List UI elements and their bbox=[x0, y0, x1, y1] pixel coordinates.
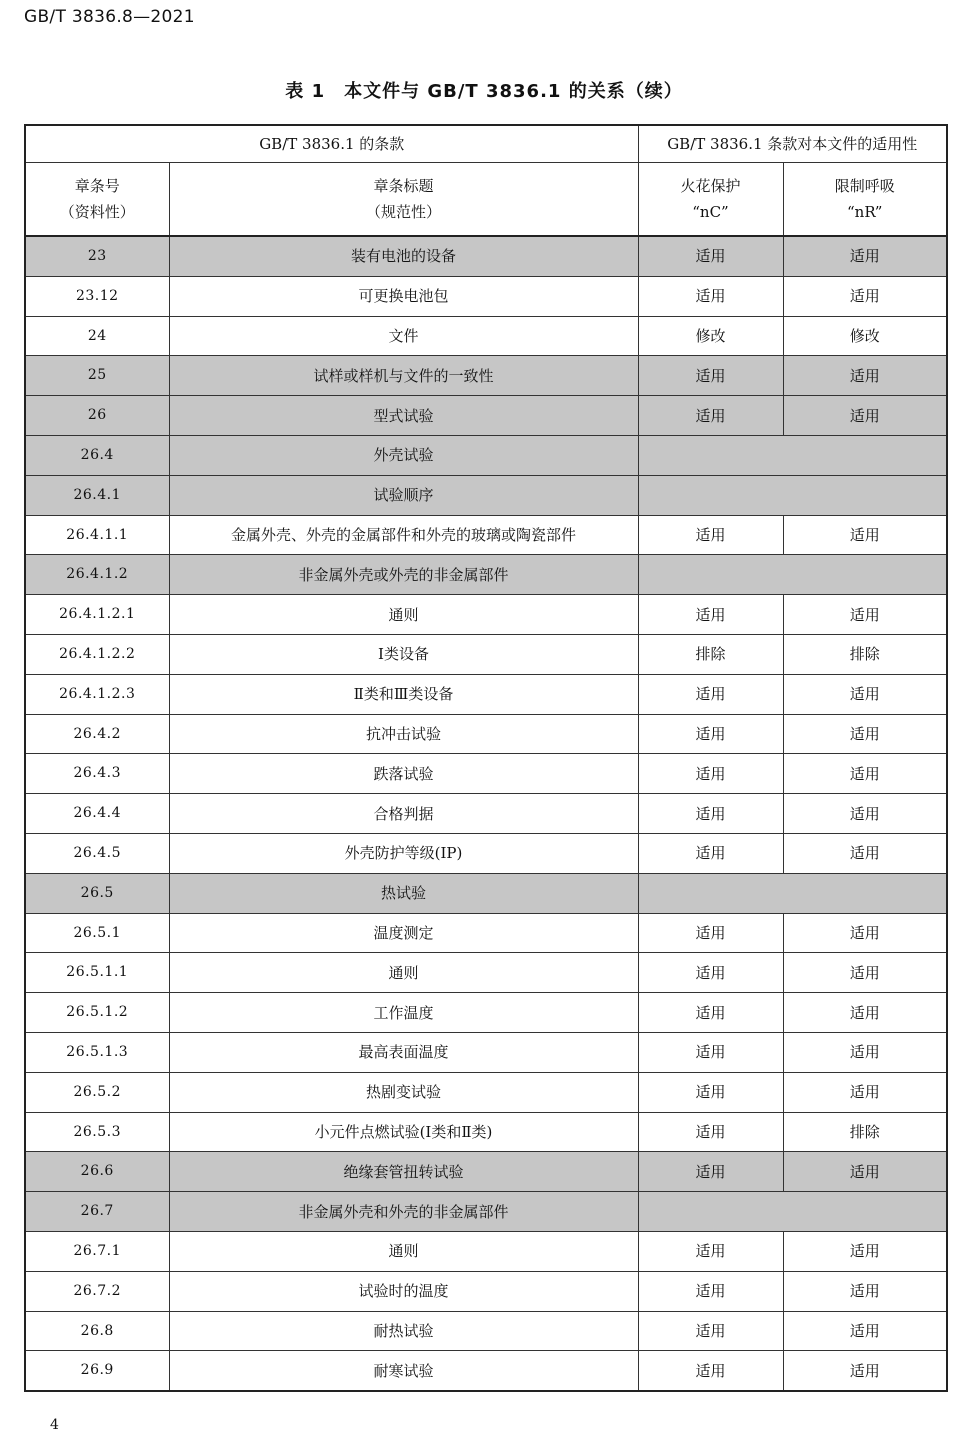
clause-number-cell: 26.4.4 bbox=[25, 794, 169, 834]
clause-number-cell: 26.4.1.2.1 bbox=[25, 595, 169, 635]
clause-title-cell: 型式试验 bbox=[169, 396, 638, 436]
restricted-breathing-cell: 适用 bbox=[783, 1231, 947, 1271]
spark-protection-cell: 适用 bbox=[638, 515, 783, 555]
table-row bbox=[25, 634, 947, 674]
table-row bbox=[25, 1032, 947, 1072]
clause-number-cell: 23 bbox=[25, 236, 169, 276]
table-row bbox=[25, 953, 947, 993]
clause-title-cell: 温度测定 bbox=[169, 913, 638, 953]
spark-protection-cell: 适用 bbox=[638, 1072, 783, 1112]
table-row bbox=[25, 1311, 947, 1351]
spark-protection-cell: 适用 bbox=[638, 833, 783, 873]
clause-title-cell: 跌落试验 bbox=[169, 754, 638, 794]
header-clause-title-label: 章条标题 bbox=[373, 176, 434, 195]
header-spark-protection bbox=[638, 163, 783, 237]
clause-title-cell: 通则 bbox=[169, 953, 638, 993]
clause-title-cell: 文件 bbox=[169, 316, 638, 356]
table-row bbox=[25, 754, 947, 794]
table-row bbox=[25, 276, 947, 316]
spark-protection-cell: 适用 bbox=[638, 1032, 783, 1072]
table-row bbox=[25, 236, 947, 276]
spark-protection-cell: 排除 bbox=[638, 634, 783, 674]
restricted-breathing-cell: 适用 bbox=[783, 356, 947, 396]
clause-title-cell: 绝缘套管扭转试验 bbox=[169, 1152, 638, 1192]
clause-number-cell: 26.4.2 bbox=[25, 714, 169, 754]
clause-number-cell: 26.7.2 bbox=[25, 1271, 169, 1311]
table-row bbox=[25, 435, 947, 475]
spark-protection-cell: 适用 bbox=[638, 595, 783, 635]
clause-number-cell: 26.8 bbox=[25, 1311, 169, 1351]
applicability-empty-cell bbox=[638, 873, 947, 913]
clause-number-cell: 26.5.1 bbox=[25, 913, 169, 953]
restricted-breathing-cell: 适用 bbox=[783, 276, 947, 316]
clause-number-cell: 26.6 bbox=[25, 1152, 169, 1192]
spark-protection-cell: 适用 bbox=[638, 754, 783, 794]
spark-protection-cell: 适用 bbox=[638, 356, 783, 396]
clause-title-cell: 通则 bbox=[169, 1231, 638, 1271]
clause-number-cell: 26.4 bbox=[25, 435, 169, 475]
spark-protection-cell: 适用 bbox=[638, 1351, 783, 1391]
spark-protection-cell: 适用 bbox=[638, 276, 783, 316]
header-spark-protection-code: “nC” bbox=[692, 203, 729, 221]
clause-title-cell: Ⅰ类设备 bbox=[169, 634, 638, 674]
table-row bbox=[25, 396, 947, 436]
clause-title-cell: Ⅱ类和Ⅲ类设备 bbox=[169, 674, 638, 714]
clause-title-cell: 试验顺序 bbox=[169, 475, 638, 515]
header-restricted-breathing bbox=[783, 163, 947, 237]
applicability-empty-cell bbox=[638, 1192, 947, 1232]
restricted-breathing-cell: 修改 bbox=[783, 316, 947, 356]
table-row bbox=[25, 555, 947, 595]
clause-number-cell: 26.5 bbox=[25, 873, 169, 913]
restricted-breathing-cell: 适用 bbox=[783, 1311, 947, 1351]
clause-number-cell: 26.5.2 bbox=[25, 1072, 169, 1112]
spark-protection-cell: 适用 bbox=[638, 674, 783, 714]
table-row bbox=[25, 674, 947, 714]
clause-title-cell: 试验时的温度 bbox=[169, 1271, 638, 1311]
clause-title-cell: 合格判据 bbox=[169, 794, 638, 834]
spark-protection-cell: 适用 bbox=[638, 794, 783, 834]
clause-title-cell: 热剧变试验 bbox=[169, 1072, 638, 1112]
clause-title-cell: 耐热试验 bbox=[169, 1311, 638, 1351]
clause-title-cell: 耐寒试验 bbox=[169, 1351, 638, 1391]
clause-title-cell: 金属外壳、外壳的金属部件和外壳的玻璃或陶瓷部件 bbox=[169, 515, 638, 555]
restricted-breathing-cell: 排除 bbox=[783, 1112, 947, 1152]
clause-number-cell: 26.5.3 bbox=[25, 1112, 169, 1152]
header-group-source-clauses: GB/T 3836.1 的条款 bbox=[25, 125, 638, 163]
clause-number-cell: 26.4.5 bbox=[25, 833, 169, 873]
clause-number-cell: 26.5.1.2 bbox=[25, 993, 169, 1033]
clause-number-cell: 26 bbox=[25, 396, 169, 436]
applicability-empty-cell bbox=[638, 475, 947, 515]
restricted-breathing-cell: 适用 bbox=[783, 1271, 947, 1311]
spark-protection-cell: 适用 bbox=[638, 236, 783, 276]
header-restricted-breathing-label: 限制呼吸 bbox=[834, 176, 895, 195]
clause-number-cell: 24 bbox=[25, 316, 169, 356]
clause-number-cell: 26.4.1.2.2 bbox=[25, 634, 169, 674]
clause-title-cell: 外壳防护等级(IP) bbox=[169, 833, 638, 873]
restricted-breathing-cell: 适用 bbox=[783, 1072, 947, 1112]
restricted-breathing-cell: 适用 bbox=[783, 595, 947, 635]
spark-protection-cell: 适用 bbox=[638, 1112, 783, 1152]
clause-number-cell: 26.4.1 bbox=[25, 475, 169, 515]
table-row bbox=[25, 714, 947, 754]
spark-protection-cell: 适用 bbox=[638, 1311, 783, 1351]
clause-title-cell: 最高表面温度 bbox=[169, 1032, 638, 1072]
table-row bbox=[25, 794, 947, 834]
table-row bbox=[25, 913, 947, 953]
table-row bbox=[25, 1152, 947, 1192]
header-restricted-breathing-code: “nR” bbox=[847, 203, 883, 221]
header-clause-number-label: 章条号 bbox=[74, 176, 120, 195]
clause-number-cell: 25 bbox=[25, 356, 169, 396]
table-row bbox=[25, 316, 947, 356]
clause-number-cell: 26.4.1.2 bbox=[25, 555, 169, 595]
clause-number-cell: 23.12 bbox=[25, 276, 169, 316]
restricted-breathing-cell: 适用 bbox=[783, 1152, 947, 1192]
page-number: 4 bbox=[50, 1417, 59, 1433]
restricted-breathing-cell: 适用 bbox=[783, 833, 947, 873]
table-row bbox=[25, 1192, 947, 1232]
spark-protection-cell: 适用 bbox=[638, 1152, 783, 1192]
table-row bbox=[25, 1271, 947, 1311]
restricted-breathing-cell: 适用 bbox=[783, 953, 947, 993]
restricted-breathing-cell: 适用 bbox=[783, 1032, 947, 1072]
clause-number-cell: 26.4.1.2.3 bbox=[25, 674, 169, 714]
table-row bbox=[25, 1351, 947, 1391]
clause-title-cell: 试样或样机与文件的一致性 bbox=[169, 356, 638, 396]
document-header: GB/T 3836.8—2021 bbox=[24, 7, 195, 27]
header-clause-title bbox=[169, 163, 638, 237]
restricted-breathing-cell: 适用 bbox=[783, 515, 947, 555]
table-row bbox=[25, 873, 947, 913]
clause-title-cell: 装有电池的设备 bbox=[169, 236, 638, 276]
header-spark-protection-label: 火花保护 bbox=[680, 176, 741, 195]
header-clause-number-note: （资料性） bbox=[59, 203, 135, 221]
header-clause-title-note: （规范性） bbox=[365, 203, 441, 221]
table-row bbox=[25, 595, 947, 635]
spark-protection-cell: 适用 bbox=[638, 1271, 783, 1311]
applicability-empty-cell bbox=[638, 435, 947, 475]
clause-number-cell: 26.5.1.3 bbox=[25, 1032, 169, 1072]
table-row bbox=[25, 833, 947, 873]
restricted-breathing-cell: 适用 bbox=[783, 993, 947, 1033]
restricted-breathing-cell: 适用 bbox=[783, 794, 947, 834]
header-clause-number bbox=[25, 163, 169, 237]
restricted-breathing-cell: 适用 bbox=[783, 754, 947, 794]
header-row-columns bbox=[25, 163, 947, 237]
spark-protection-cell: 适用 bbox=[638, 1231, 783, 1271]
clause-title-cell: 可更换电池包 bbox=[169, 276, 638, 316]
restricted-breathing-cell: 适用 bbox=[783, 913, 947, 953]
clause-title-cell: 通则 bbox=[169, 595, 638, 635]
clause-title-cell: 小元件点燃试验(Ⅰ类和Ⅱ类) bbox=[169, 1112, 638, 1152]
restricted-breathing-cell: 适用 bbox=[783, 396, 947, 436]
header-row-group bbox=[25, 125, 947, 163]
clause-number-cell: 26.5.1.1 bbox=[25, 953, 169, 993]
clause-number-cell: 26.9 bbox=[25, 1351, 169, 1391]
clause-title-cell: 抗冲击试验 bbox=[169, 714, 638, 754]
clause-title-cell: 外壳试验 bbox=[169, 435, 638, 475]
applicability-empty-cell bbox=[638, 555, 947, 595]
header-group-applicability: GB/T 3836.1 条款对本文件的适用性 bbox=[638, 125, 947, 163]
clause-number-cell: 26.7.1 bbox=[25, 1231, 169, 1271]
restricted-breathing-cell: 适用 bbox=[783, 236, 947, 276]
table-title: 表 1 本文件与 GB/T 3836.1 的关系（续） bbox=[285, 81, 683, 102]
restricted-breathing-cell: 适用 bbox=[783, 714, 947, 754]
spark-protection-cell: 适用 bbox=[638, 993, 783, 1033]
table-row bbox=[25, 993, 947, 1033]
clause-number-cell: 26.4.3 bbox=[25, 754, 169, 794]
clause-title-cell: 热试验 bbox=[169, 873, 638, 913]
clause-title-cell: 工作温度 bbox=[169, 993, 638, 1033]
table-row bbox=[25, 1072, 947, 1112]
spark-protection-cell: 适用 bbox=[638, 714, 783, 754]
spark-protection-cell: 适用 bbox=[638, 396, 783, 436]
spark-protection-cell: 修改 bbox=[638, 316, 783, 356]
clause-number-cell: 26.4.1.1 bbox=[25, 515, 169, 555]
clause-number-cell: 26.7 bbox=[25, 1192, 169, 1232]
clause-applicability-table bbox=[24, 124, 948, 1392]
clause-title-cell: 非金属外壳和外壳的非金属部件 bbox=[169, 1192, 638, 1232]
restricted-breathing-cell: 适用 bbox=[783, 1351, 947, 1391]
table-row bbox=[25, 1112, 947, 1152]
table-row bbox=[25, 475, 947, 515]
table-row bbox=[25, 1231, 947, 1271]
table-row bbox=[25, 515, 947, 555]
spark-protection-cell: 适用 bbox=[638, 953, 783, 993]
spark-protection-cell: 适用 bbox=[638, 913, 783, 953]
restricted-breathing-cell: 排除 bbox=[783, 634, 947, 674]
clause-title-cell: 非金属外壳或外壳的非金属部件 bbox=[169, 555, 638, 595]
table-row bbox=[25, 356, 947, 396]
restricted-breathing-cell: 适用 bbox=[783, 674, 947, 714]
